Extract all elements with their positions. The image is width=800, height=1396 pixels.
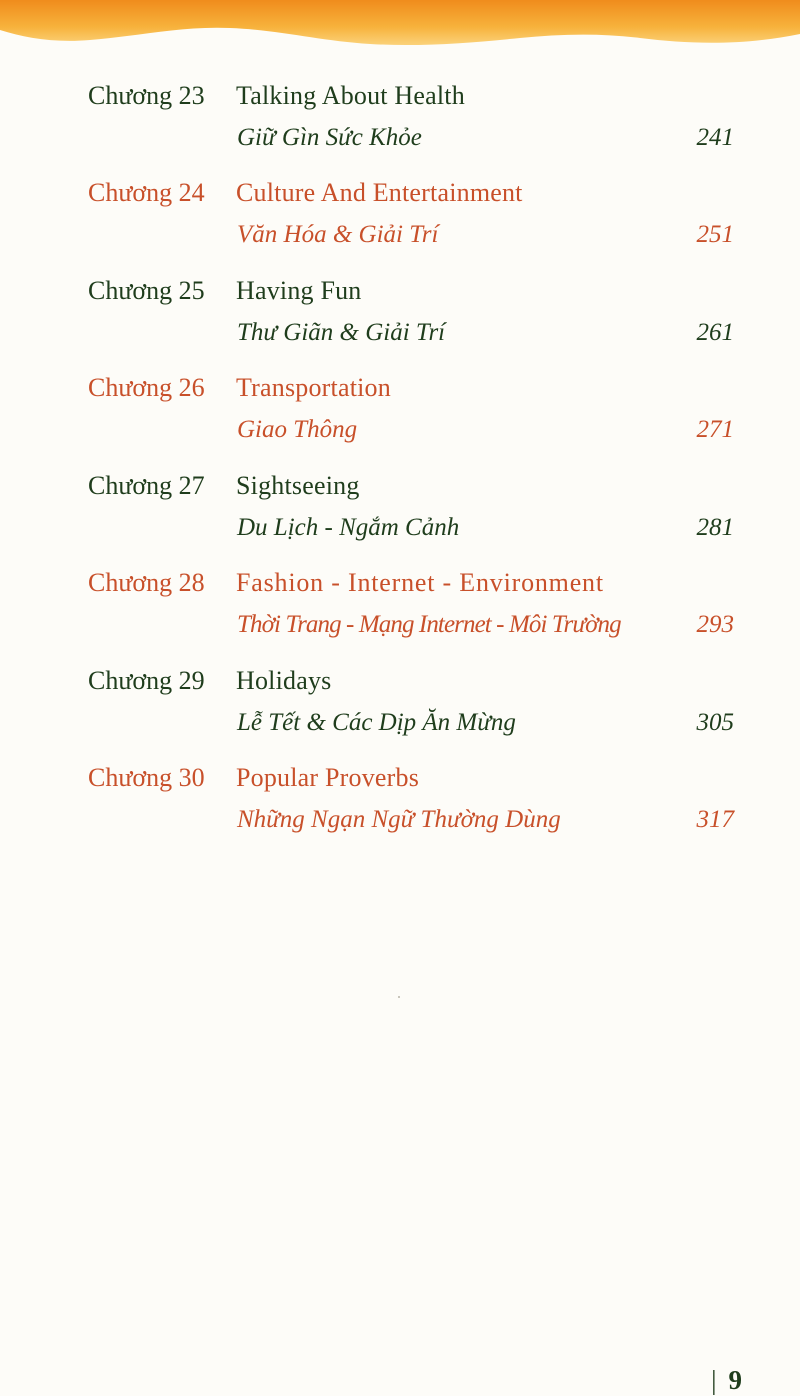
chapter-page-number: 305: [696, 709, 734, 736]
chapter-title-english: Transportation: [236, 373, 391, 402]
chapter-title-vietnamese: Giữ Gìn Sức Khỏe: [237, 124, 422, 151]
chapter-number: Chương 23: [88, 81, 205, 110]
chapter-title-english: Sightseeing: [236, 471, 360, 500]
chapter-number: Chương 26: [88, 373, 205, 402]
chapter-page-number: 281: [696, 514, 734, 541]
chapter-title-vietnamese: Lễ Tết & Các Dịp Ăn Mừng: [237, 709, 516, 736]
chapter-number: Chương 24: [88, 178, 205, 207]
chapter-page-number: 293: [696, 611, 734, 638]
toc-entry-chapter-30[interactable]: [0, 762, 800, 852]
chapter-title-english: Holidays: [236, 666, 332, 695]
toc-entry-chapter-27[interactable]: [0, 470, 800, 560]
toc-entry-chapter-29[interactable]: [0, 665, 800, 755]
chapter-title-vietnamese: Thời Trang - Mạng Internet - Môi Trường: [237, 611, 621, 638]
chapter-title-vietnamese: Giao Thông: [237, 416, 358, 443]
chapter-title-english: Talking About Health: [236, 81, 465, 110]
chapter-title-vietnamese: Thư Giãn & Giải Trí: [237, 319, 446, 346]
toc-entry-chapter-25[interactable]: [0, 275, 800, 365]
chapter-title-english: Popular Proverbs: [236, 763, 420, 792]
chapter-number: Chương 30: [88, 763, 205, 792]
chapter-title-vietnamese: Những Ngạn Ngữ Thường Dùng: [237, 806, 561, 833]
chapter-number: Chương 28: [88, 568, 205, 597]
chapter-title-english: Culture And Entertainment: [236, 178, 523, 207]
page-number: 9: [728, 1365, 742, 1395]
chapter-number: Chương 25: [88, 276, 205, 305]
toc-entry-chapter-23[interactable]: [0, 80, 800, 170]
toc-entry-chapter-28[interactable]: [0, 567, 800, 657]
chapter-title-vietnamese: Du Lịch - Ngắm Cảnh: [237, 514, 460, 541]
toc-entry-chapter-24[interactable]: [0, 177, 800, 267]
chapter-number: Chương 27: [88, 471, 205, 500]
chapter-page-number: 241: [696, 124, 734, 151]
chapter-title-vietnamese: Văn Hóa & Giải Trí: [237, 221, 439, 248]
chapter-title-english: Having Fun: [236, 276, 362, 305]
chapter-page-number: 261: [696, 319, 734, 346]
chapter-page-number: 271: [696, 416, 734, 443]
chapter-title-english: Fashion - Internet - Environment: [236, 568, 604, 597]
toc-entry-chapter-26[interactable]: [0, 372, 800, 462]
chapter-number: Chương 29: [88, 666, 205, 695]
paper-speck: [398, 996, 400, 998]
top-decorative-banner: [0, 0, 800, 60]
chapter-page-number: 251: [696, 221, 734, 248]
page-footer: [711, 1365, 742, 1396]
footer-separator: |: [711, 1365, 717, 1395]
chapter-page-number: 317: [696, 806, 734, 833]
